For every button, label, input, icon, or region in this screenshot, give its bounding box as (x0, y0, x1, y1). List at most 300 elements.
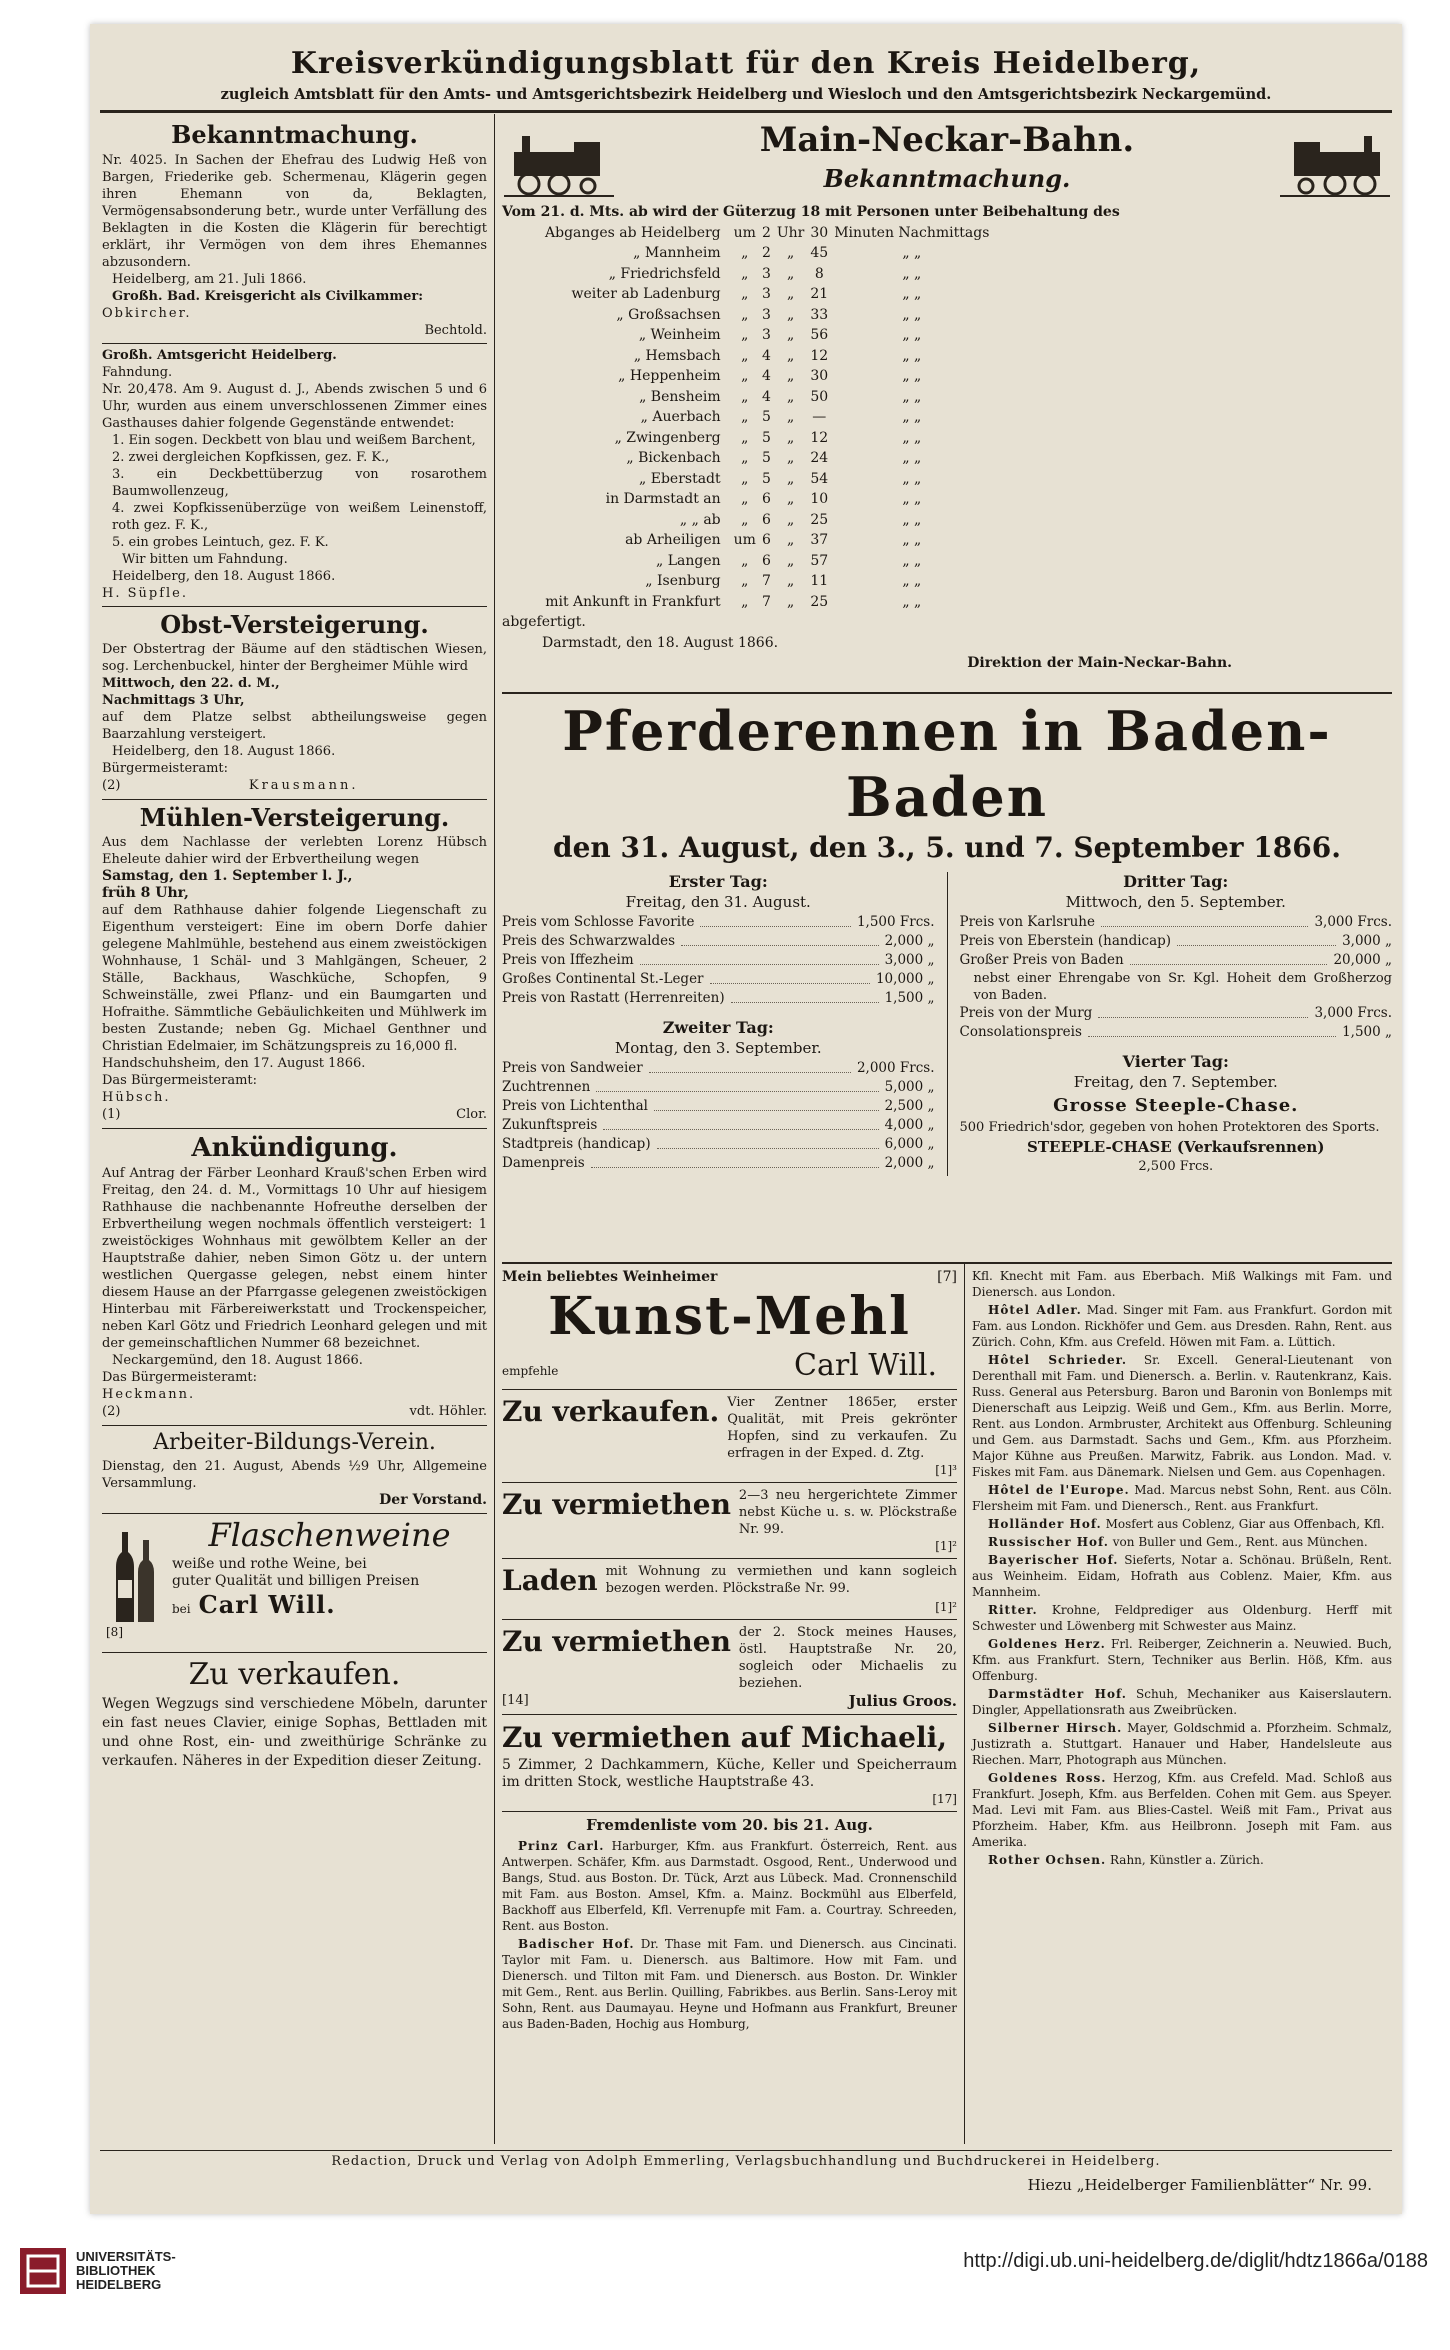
vermiethen2-num: [14] (502, 1693, 529, 1708)
hotel-entry (972, 1852, 1392, 1868)
prize-leader (1088, 1023, 1336, 1037)
hotel-entry (972, 1534, 1392, 1550)
schedule-cell: „ „ (902, 368, 922, 384)
flaschen-line1: weiße und rothe Weine, bei (172, 1556, 367, 1572)
mehl-num: [7] (937, 1269, 957, 1285)
schedule-cell: „ „ (902, 245, 922, 261)
rennen-steeple-text: 500 Friedrich'sdor, gegeben von hohen Protektoren des Sports. (959, 1120, 1380, 1135)
schedule-cell: 10 (810, 491, 829, 507)
amtsgericht-sub: Fahndung. (102, 365, 173, 380)
schedule-cell: um (733, 532, 756, 548)
schedule-row (542, 387, 992, 408)
hotel-guests: von Buller und Gem., Rent. aus München. (1112, 1535, 1368, 1549)
imprint-supplement: Hiezu „Heidelberger Familienblätter“ Nr. 99. (1027, 2176, 1372, 2194)
schedule-cell: „ Weinheim (638, 327, 721, 343)
obst-time: Nachmittags 3 Uhr, (102, 693, 245, 708)
schedule-cell: „ Heppenheim (618, 368, 721, 384)
schedule-cell: „ (741, 245, 749, 261)
schedule-cell: „ „ (902, 265, 922, 282)
rennen-rule (502, 1262, 1392, 1264)
ankuendigung-num-row (102, 1403, 487, 1421)
schedule-cell: „ „ (902, 286, 922, 302)
obst-text2: auf dem Platze selbst abtheilungsweise gegen Baarzahlung versteigert. (102, 710, 487, 742)
mehl-intro: Mein beliebtes Weinheimer (502, 1269, 718, 1285)
schedule-cell: „ (786, 593, 795, 610)
schedule-cell: um (733, 224, 756, 241)
vermiethen2-signature: Julius Groos. (848, 1692, 957, 1710)
hotel-name: Badischer Hof. (518, 1937, 635, 1951)
schedule-cell: „ „ (902, 388, 922, 405)
verkaufen-notice (102, 1652, 487, 1771)
schedule-cell: „ „ (902, 511, 922, 528)
schedule-cell: „ „ (902, 429, 922, 446)
vermiethen1-num: [1]² (935, 1539, 957, 1553)
schedule-cell: „ (786, 573, 795, 589)
schedule-cell: „ Eberstadt (639, 470, 721, 487)
muehlen-num-row (102, 1106, 487, 1124)
ankuendigung-office: Das Bürgermeisteramt: (102, 1370, 258, 1385)
schedule-cell: 5 (761, 450, 771, 466)
schedule-cell: „ Hemsbach (633, 347, 721, 364)
arbeiter-text: Dienstag, den 21. August, Abends ½9 Uhr, Allgemeine Versammlung. (102, 1459, 487, 1491)
schedule-cell: „ Isenburg (645, 573, 721, 589)
michaeli-notice (502, 1714, 957, 1807)
rennen-title: Pferderennen in Baden-Baden (562, 699, 1332, 829)
muehlen-when: Samstag, den 1. September l. J., (102, 868, 353, 884)
schedule-cell: 3 (761, 265, 771, 282)
fremden-title: Fremdenliste vom 20. bis 21. Aug. (586, 1816, 873, 1834)
michaeli-num: [17] (932, 1792, 957, 1806)
schedule-row (542, 305, 992, 326)
prize-leader (731, 989, 879, 1003)
flaschen-name: Carl Will. (198, 1590, 336, 1619)
prize-leader (654, 1097, 879, 1111)
hotel-name: Hôtel Schrieder. (988, 1353, 1127, 1367)
hotel-name: Darmstädter Hof. (988, 1687, 1127, 1701)
prize-leader (681, 932, 878, 946)
bekanntmachung-name: Obkircher. (102, 306, 192, 321)
hotel-name: Hôtel Adler. (988, 1303, 1082, 1317)
verkaufen2-title: Zu verkaufen. (502, 1395, 720, 1428)
prize-amount: 20,000 „ (1333, 952, 1392, 968)
arbeiter-signature: Der Vorstand. (379, 1492, 487, 1508)
prize-amount: 3,000 „ (884, 952, 935, 968)
vermiethen1-title: Zu vermiethen (502, 1488, 731, 1521)
schedule-cell: 4 (761, 347, 771, 364)
rennen-day2-head: Zweiter Tag: (662, 1018, 774, 1037)
prize-row (960, 913, 1393, 932)
prize-row (502, 932, 935, 951)
schedule-cell: „ (786, 327, 795, 343)
prize-amount: 4,000 „ (884, 1117, 935, 1133)
ankuendigung-signature2: vdt. Höhler. (409, 1404, 487, 1419)
mehl-empfehle: empfehle (502, 1364, 559, 1378)
laden-title: Laden (502, 1564, 598, 1597)
prize-row (960, 1004, 1393, 1023)
prize-row (502, 1154, 935, 1173)
schedule-row (542, 571, 992, 592)
hotel-guests: Rahn, Künstler a. Zürich. (1109, 1853, 1264, 1867)
schedule-cell: 4 (761, 368, 771, 384)
hotel-entry (972, 1482, 1392, 1514)
prize-row (960, 1023, 1393, 1042)
obst-signature-row (102, 777, 487, 795)
prize-amount: 1,500 „ (884, 990, 935, 1006)
schedule-cell: „ „ (902, 573, 922, 589)
schedule-cell: „ Friedrichsfeld (608, 265, 721, 282)
hotel-name: Rother Ochsen. (988, 1853, 1107, 1867)
digitization-footer (0, 2228, 1450, 2350)
fremden-right-intro: Kfl. Knecht mit Fam. aus Eberbach. Miß Walkings mit Fam. und Dienersch. aus London. (972, 1269, 1392, 1299)
rennen-right-column (947, 872, 1393, 1176)
obst-num: (2) (102, 778, 121, 793)
schedule-cell: 30 (810, 368, 829, 384)
schedule-cell: „ (786, 286, 795, 302)
hotel-entry (972, 1686, 1392, 1718)
schedule-cell: Abganges ab Heidelberg (545, 224, 721, 241)
hotel-name: Ritter. (988, 1603, 1038, 1617)
prize-amount: 5,000 „ (884, 1079, 935, 1095)
laden-num: [1]² (935, 1600, 957, 1614)
prize-name: Preis von Eberstein (handicap) (959, 933, 1172, 949)
prize-name: Großer Preis von Baden (959, 952, 1124, 968)
bekanntmachung-title: Bekanntmachung. (171, 120, 418, 149)
schedule-row (542, 448, 992, 469)
prize-row (502, 1116, 935, 1135)
bahn-signature: Direktion der Main-Neckar-Bahn. (967, 655, 1232, 671)
schedule-cell: 11 (810, 573, 829, 589)
hotel-entry (972, 1770, 1392, 1850)
schedule-row (542, 264, 992, 285)
schedule-row (542, 243, 992, 264)
muehlen-signature: Hübsch. (102, 1090, 171, 1105)
schedule-cell: „ Langen (656, 552, 721, 569)
schedule-cell: „ (741, 265, 749, 282)
flaschen-title: Flaschenweine (208, 1516, 451, 1554)
prize-amount: 2,500 „ (884, 1098, 935, 1114)
prize-amount: 2,000 „ (884, 933, 935, 949)
rennen-day3-head: Dritter Tag: (1123, 872, 1229, 891)
prize-leader (649, 1059, 851, 1073)
amtsgericht-text: Nr. 20,478. Am 9. August d. J., Abends zwischen 5 und 6 Uhr, wurden aus einem unverschlossenen Zimmer eines Gasthauses dahier folgende Gegenstände entwendet: (102, 382, 487, 431)
bekanntmachung-text: Nr. 4025. In Sachen der Ehefrau des Ludwig Heß von Bargen, Friederike geb. Schermenau, Klägerin gegen ihren Ehemann von da, Beklagten, Vermögensabsonderung betr., wurde unter Verfällung des Beklagten in die Kosten die Klägerin für berechtigt erklärt, ihr Vermögen von dem ihres Ehemannes abzusondern. (102, 153, 487, 270)
flaschen-bei: bei (172, 1602, 191, 1616)
verkaufen-title: Zu verkaufen. (188, 1657, 401, 1692)
schedule-cell: 12 (810, 429, 829, 446)
mehl-notice (502, 1268, 957, 1383)
schedule-cell: „ Großsachsen (616, 306, 721, 323)
ankuendigung-text: Auf Antrag der Färber Leonhard Krauß'schen Erben wird Freitag, den 24. d. M., Vormittags 10 Uhr auf hiesigem Rathhause die nachbenannte Hofreuthe derselben der Erbvertheilung wegen nochmals öffentlich versteigert: 1 zweistöckiges Wohnhaus mit gewölbtem Keller an der Hauptstraße dahier, neben Simon Götz u. der untern westlichen Quergasse gelegen, nebst einem hinter diesem Hause an der Pfarrgasse gelegenen zweistöckigen Hinterbau mit Färbereiwerkstatt und Trockenspeicher, neben Karl Götz und Friedrich Leonhard gelegen und mit der gemeinschaftlichen Nummer 68 bezeichnet. (102, 1166, 487, 1351)
bekanntmachung-notice (102, 118, 487, 339)
prize-name: Zukunftspreis (502, 1117, 598, 1133)
library-name-line: UNIVERSITÄTS- (76, 2249, 176, 2264)
schedule-cell: „ (741, 593, 749, 610)
amtsgericht-signature: H. Süpfle. (102, 586, 188, 601)
rennen-day3-date: Mittwoch, den 5. September. (1065, 893, 1286, 911)
hotel-entry (972, 1602, 1392, 1634)
prize-name: Preis von Karlsruhe (959, 914, 1095, 930)
amtsgericht-item: 5. ein grobes Leintuch, gez. F. K. (112, 535, 329, 550)
rennen-day1-date: Freitag, den 31. August. (625, 893, 811, 911)
schedule-cell: 5 (761, 470, 771, 487)
schedule-cell: „ (786, 409, 795, 425)
hotel-guests: Mad. Marcus nebst Sohn, Rent. aus Cöln. Flersheim mit Fam. und Dienersch., Rent. aus Frankfurt. (972, 1483, 1392, 1513)
hotel-name: Hôtel de l'Europe. (988, 1483, 1130, 1497)
schedule-cell: „ (741, 368, 749, 384)
mehl-title: Kunst-Mehl (548, 1286, 911, 1347)
verkaufen-text: Wegen Wegzugs sind verschiedene Möbeln, darunter ein fast neues Clavier, einige Sophas, Bettladen mit und ohne Rost, ein- und zweithürige Schränke zu verkaufen. Näheres in der Expedition dieser Zeitung. (102, 1696, 487, 1769)
obst-office: Bürgermeisteramt: (102, 761, 229, 776)
imprint-line: Redaction, Druck und Verlag von Adolph Emmerling, Verlagsbuchhandlung und Buchdruckerei in Heidelberg. (331, 2154, 1161, 2169)
schedule-cell: „ (786, 429, 795, 446)
prize-leader (603, 1116, 878, 1130)
prize-name: Preis vom Schlosse Favorite (502, 914, 695, 930)
prize-name: Großes Continental St.-Leger (502, 971, 704, 987)
schedule-cell: 3 (761, 306, 771, 323)
imprint-rule (100, 2150, 1392, 2151)
prize-amount: 6,000 „ (884, 1136, 935, 1152)
hotel-name: Russischer Hof. (988, 1535, 1109, 1549)
schedule-cell: „ „ (902, 306, 922, 323)
source-url-link[interactable]: http://digi.ub.uni-heidelberg.de/diglit/hdtz1866a/0188 (963, 2250, 1428, 2272)
schedule-cell: mit Ankunft in Frankfurt (545, 593, 721, 610)
schedule-cell: „ Auerbach (640, 409, 721, 425)
schedule-row (542, 530, 992, 551)
schedule-row (542, 366, 992, 387)
muehlen-time: früh 8 Uhr, (102, 885, 189, 901)
schedule-cell: „ (786, 470, 795, 487)
rennen-day4-head: Vierter Tag: (1122, 1052, 1229, 1071)
ankuendigung-num: (2) (102, 1404, 121, 1419)
prize-leader (596, 1078, 878, 1092)
schedule-cell: „ Zwingenberg (614, 429, 721, 446)
schedule-cell: 57 (810, 552, 829, 569)
schedule-cell: 6 (761, 491, 771, 507)
schedule-cell: 21 (810, 286, 829, 302)
masthead-rule (100, 110, 1392, 113)
schedule-cell: 8 (814, 265, 824, 282)
masthead-title: Kreisverkündigungsblatt für den Kreis Heidelberg, (290, 46, 1202, 81)
schedule-cell: „ „ (902, 409, 922, 425)
prize-row (502, 1097, 935, 1116)
schedule-row (542, 284, 992, 305)
amtsgericht-notice (102, 343, 487, 602)
schedule-cell: „ Mannheim (633, 245, 721, 261)
schedule-row (542, 469, 992, 490)
hotel-entry (972, 1720, 1392, 1768)
schedule-cell: „ „ (902, 491, 922, 507)
schedule-cell: „ Bensheim (639, 388, 721, 405)
prize-leader (1098, 1004, 1308, 1018)
vermiethen2-sig-row (502, 1692, 957, 1710)
schedule-cell: 12 (810, 347, 829, 364)
schedule-cell: „ (741, 347, 749, 364)
prize-row (960, 932, 1393, 951)
schedule-row (542, 592, 992, 613)
schedule-cell: weiter ab Ladenburg (571, 286, 721, 302)
hotel-guests: Harburger, Kfm. aus Frankfurt. Österreich, Rent. aus Antwerpen. Schäfer, Kfm. aus Darmstadt. Osgood, Rent., Underwood und Bangs, Stud. aus Boston. Dr. Tück, Arzt aus Lübeck. Mad. Cronnenschild mit Fam. aus Boston. Amsel, Kfm. a. Mainz. Bockmühl aus Elberfeld, Backhoff aus Elberfeld, Kfl. Verrenupfe mit Fam. a. Courtray. Schreeden, Rent. aus Boston. (502, 1839, 957, 1933)
verkaufen2-text: Vier Zentner 1865er, erster Qualität, mit Preis gekrönter Hopfen, sind zu verkaufen. Zu erfragen in der Exped. d. Ztg. (727, 1395, 957, 1461)
schedule-cell: 7 (761, 573, 771, 589)
schedule-cell: 5 (761, 429, 771, 446)
prize-amount: 3,000 Frcs. (1314, 1005, 1392, 1021)
schedule-cell: Uhr (776, 224, 805, 241)
prize-amount: 1,500 Frcs. (856, 914, 935, 930)
schedule-cell: „ (786, 306, 795, 323)
prize-leader (1130, 951, 1328, 965)
schedule-row (542, 346, 992, 367)
hotel-entry (972, 1302, 1392, 1350)
hotel-guests: Sieferts, Notar a. Schönau. Brüßeln, Rent. aus Weinheim. Eidam, Hofrath aus Coblenz. Maier, Kfm. aus Mannheim. (972, 1553, 1392, 1599)
hotel-entry (972, 1636, 1392, 1684)
flaschen-notice (102, 1513, 487, 1648)
schedule-cell: 6 (761, 552, 771, 569)
right-column (972, 1268, 1392, 1868)
muehlen-notice (102, 799, 487, 1124)
schedule-cell: 25 (810, 511, 829, 528)
schedule-cell: 37 (810, 532, 829, 548)
schedule-cell: „ „ (902, 450, 922, 466)
prize-row (502, 951, 935, 970)
schedule-cell: 4 (761, 388, 771, 405)
hotel-guests: Frl. Reiberger, Zeichnerin a. Neuwied. Buch, Kfm. aus Frankfurt. Stern, Techniker aus Berlin. Höß, Kfm. aus Offenburg. (972, 1637, 1392, 1683)
verkaufen2-num: [1]³ (935, 1463, 957, 1477)
michaeli-text: 5 Zimmer, 2 Dachkammern, Küche, Keller und Speicherraum im dritten Stock, westliche Hauptstraße 43. (502, 1757, 957, 1790)
hotel-name: Goldenes Herz. (988, 1637, 1106, 1651)
masthead-subtitle: zugleich Amtsblatt für den Amts- und Amtsgerichtsbezirk Heidelberg und Wiesloch und den Amtsgerichtsbezirk Neckargemünd. (220, 86, 1272, 103)
schedule-cell: „ (741, 306, 749, 323)
muehlen-num: (1) (102, 1107, 121, 1122)
schedule-cell: „ (741, 573, 749, 589)
laden-notice (502, 1558, 957, 1599)
library-logo-icon (20, 2248, 66, 2294)
schedule-cell: „ (786, 450, 795, 466)
column-divider-right (964, 1264, 965, 2144)
schedule-cell: „ (786, 347, 795, 364)
schedule-cell: — (812, 409, 827, 425)
schedule-cell: „ (786, 265, 795, 282)
wine-bottles-icon (106, 1522, 166, 1632)
vermiethen2-title: Zu vermiethen (502, 1625, 731, 1658)
fremdenliste (502, 1811, 957, 2032)
bahn-notice (502, 118, 1392, 688)
rennen-steeple: Grosse Steeple-Chase. (1053, 1095, 1299, 1116)
ankuendigung-notice (102, 1128, 487, 1421)
muehlen-signature2: Clor. (456, 1107, 487, 1122)
rennen-day4-date: Freitag, den 7. September. (1073, 1073, 1278, 1091)
mehl-name: Carl Will. (794, 1348, 937, 1383)
rennen-steeple2: STEEPLE-CHASE (Verkaufsrennen) (1027, 1138, 1325, 1156)
hotel-guests: Schuh, Mechaniker aus Kaiserslautern. Dingler, Appellationsrath aus Zweibrücken. (972, 1687, 1392, 1717)
schedule-cell: 3 (761, 286, 771, 302)
muehlen-office: Das Bürgermeisteramt: (102, 1073, 258, 1088)
amtsgericht-item: 3. ein Deckbettüberzug von rosarothem Baumwollenzeug, (112, 467, 487, 499)
hotel-entry (972, 1352, 1392, 1480)
schedule-row (542, 551, 992, 572)
schedule-cell: „ „ ab (679, 511, 721, 528)
hotel-guests: Krohne, Feldprediger aus Oldenburg. Herff mit Schwester und Löwenberg mit Schwester aus Mainz. (972, 1603, 1392, 1633)
rennen-day3-extra: nebst einer Ehrengabe von Sr. Kgl. Hoheit dem Großherzog von Baden. (973, 971, 1392, 1003)
schedule-cell: „ (741, 450, 749, 466)
schedule-cell: 33 (810, 306, 829, 323)
prize-leader (657, 1135, 879, 1149)
muehlen-date: Handschuhsheim, den 17. August 1866. (102, 1056, 366, 1071)
flaschen-line2: guter Qualität und billigen Preisen (172, 1573, 420, 1589)
schedule-cell: „ (741, 327, 749, 343)
hotel-guests: Mad. Singer mit Fam. aus Frankfurt. Gordon mit Fam. aus London. Rickhöfer und Gem. aus Dresden. Rahn, Rent. aus Zürich. Cohn, Kfm. aus Crefeld. Höwen mit Fam. a. Lüttich. (972, 1303, 1392, 1349)
prize-leader (591, 1154, 879, 1168)
obst-when: Mittwoch, den 22. d. M., (102, 676, 280, 691)
prize-amount: 3,000 „ (1342, 933, 1392, 949)
schedule-cell: 56 (810, 327, 829, 343)
schedule-cell: 6 (761, 511, 771, 528)
schedule-cell: „ „ (902, 347, 922, 364)
prize-amount: 10,000 „ (875, 971, 935, 987)
hotel-name: Goldenes Ross. (988, 1771, 1107, 1785)
locomotive-icon (1280, 122, 1390, 202)
bahn-title: Main-Neckar-Bahn. (759, 120, 1135, 160)
bekanntmachung-authority: Großh. Bad. Kreisgericht als Civilkammer: (112, 289, 424, 304)
prize-leader (640, 951, 879, 965)
schedule-cell: „ (741, 470, 749, 487)
laden-text: mit Wohnung zu vermiethen und kann sogleich bezogen werden. Plöckstraße Nr. 99. (605, 1564, 957, 1596)
prize-name: Preis von Iffezheim (502, 952, 634, 968)
rennen-dates: den 31. August, den 3., 5. und 7. September 1866. (553, 831, 1341, 864)
schedule-cell: „ „ (902, 327, 922, 343)
schedule-cell: „ (741, 286, 749, 302)
prize-amount: 3,000 Frcs. (1314, 914, 1392, 930)
hotel-guests: Mayer, Goldschmid a. Pforzheim. Schmalz, Justizrath a. Stuttgart. Hanauer und Haber, Handelsleute aus Riechen. Marr, Photograph aus München. (972, 1721, 1392, 1767)
bahn-subtitle: Bekanntmachung. (823, 164, 1071, 193)
hotel-guests: Herzog, Kfm. aus Crefeld. Mad. Schloß aus Frankfurt. Joseph, Kfm. aus Berfelden. Cohen mit Gem. aus Speyer. Mad. Levi mit Fam. aus Blies-Castel. Weiß mit Fam., Privat aus Pforzheim. Haber, Kfm. aus Heilbronn. Joseph mit Fam. aus Amerika. (972, 1771, 1392, 1849)
hotel-name: Prinz Carl. (518, 1839, 605, 1853)
schedule-cell: 50 (810, 388, 829, 405)
muehlen-text: Aus dem Nachlasse der verlebten Lorenz Hübsch Eheleute dahier wird der Erbvertheilung wegen (102, 835, 487, 867)
library-name-line: HEIDELBERG (76, 2277, 162, 2292)
schedule-cell: „ „ (902, 593, 922, 610)
amtsgericht-closing: Wir bitten um Fahndung. (122, 552, 288, 567)
ankuendigung-date: Neckargemünd, den 18. August 1866. (112, 1353, 363, 1368)
bekanntmachung-signature: Bechtold. (424, 323, 487, 338)
verkaufen2-notice (502, 1389, 957, 1462)
obst-title: Obst-Versteigerung. (160, 610, 429, 639)
schedule-cell: 2 (761, 245, 771, 261)
hotel-name: Bayerischer Hof. (988, 1553, 1119, 1567)
prize-row (960, 951, 1393, 970)
vermiethen1-notice (502, 1482, 957, 1538)
prize-row (502, 970, 935, 989)
hotel-guests: Mosfert aus Coblenz, Giar aus Offenbach, Kfl. (1105, 1517, 1385, 1531)
prize-row (502, 913, 935, 932)
schedule-cell: 2 (761, 224, 771, 241)
schedule-cell: „ (741, 429, 749, 446)
schedule-row (542, 428, 992, 449)
rennen-left-column (502, 872, 947, 1176)
prize-name: Preis von der Murg (959, 1005, 1093, 1021)
muehlen-title: Mühlen-Versteigerung. (139, 803, 450, 832)
hotel-entry (972, 1516, 1392, 1532)
schedule-cell: „ „ (902, 532, 922, 548)
prize-name: Consolationspreis (959, 1024, 1082, 1040)
schedule-row (542, 325, 992, 346)
vermiethen1-text: 2—3 neu hergerichtete Zimmer nebst Küche u. s. w. Plöckstraße Nr. 99. (738, 1488, 957, 1537)
rennen-notice (502, 698, 1392, 1258)
ankuendigung-title: Ankündigung. (191, 1133, 398, 1163)
hotel-entry (502, 1838, 957, 1934)
hotel-entry (502, 1936, 957, 2032)
arbeiter-title: Arbeiter-Bildungs-Verein. (153, 1430, 436, 1455)
schedule-cell: „ (786, 388, 795, 405)
